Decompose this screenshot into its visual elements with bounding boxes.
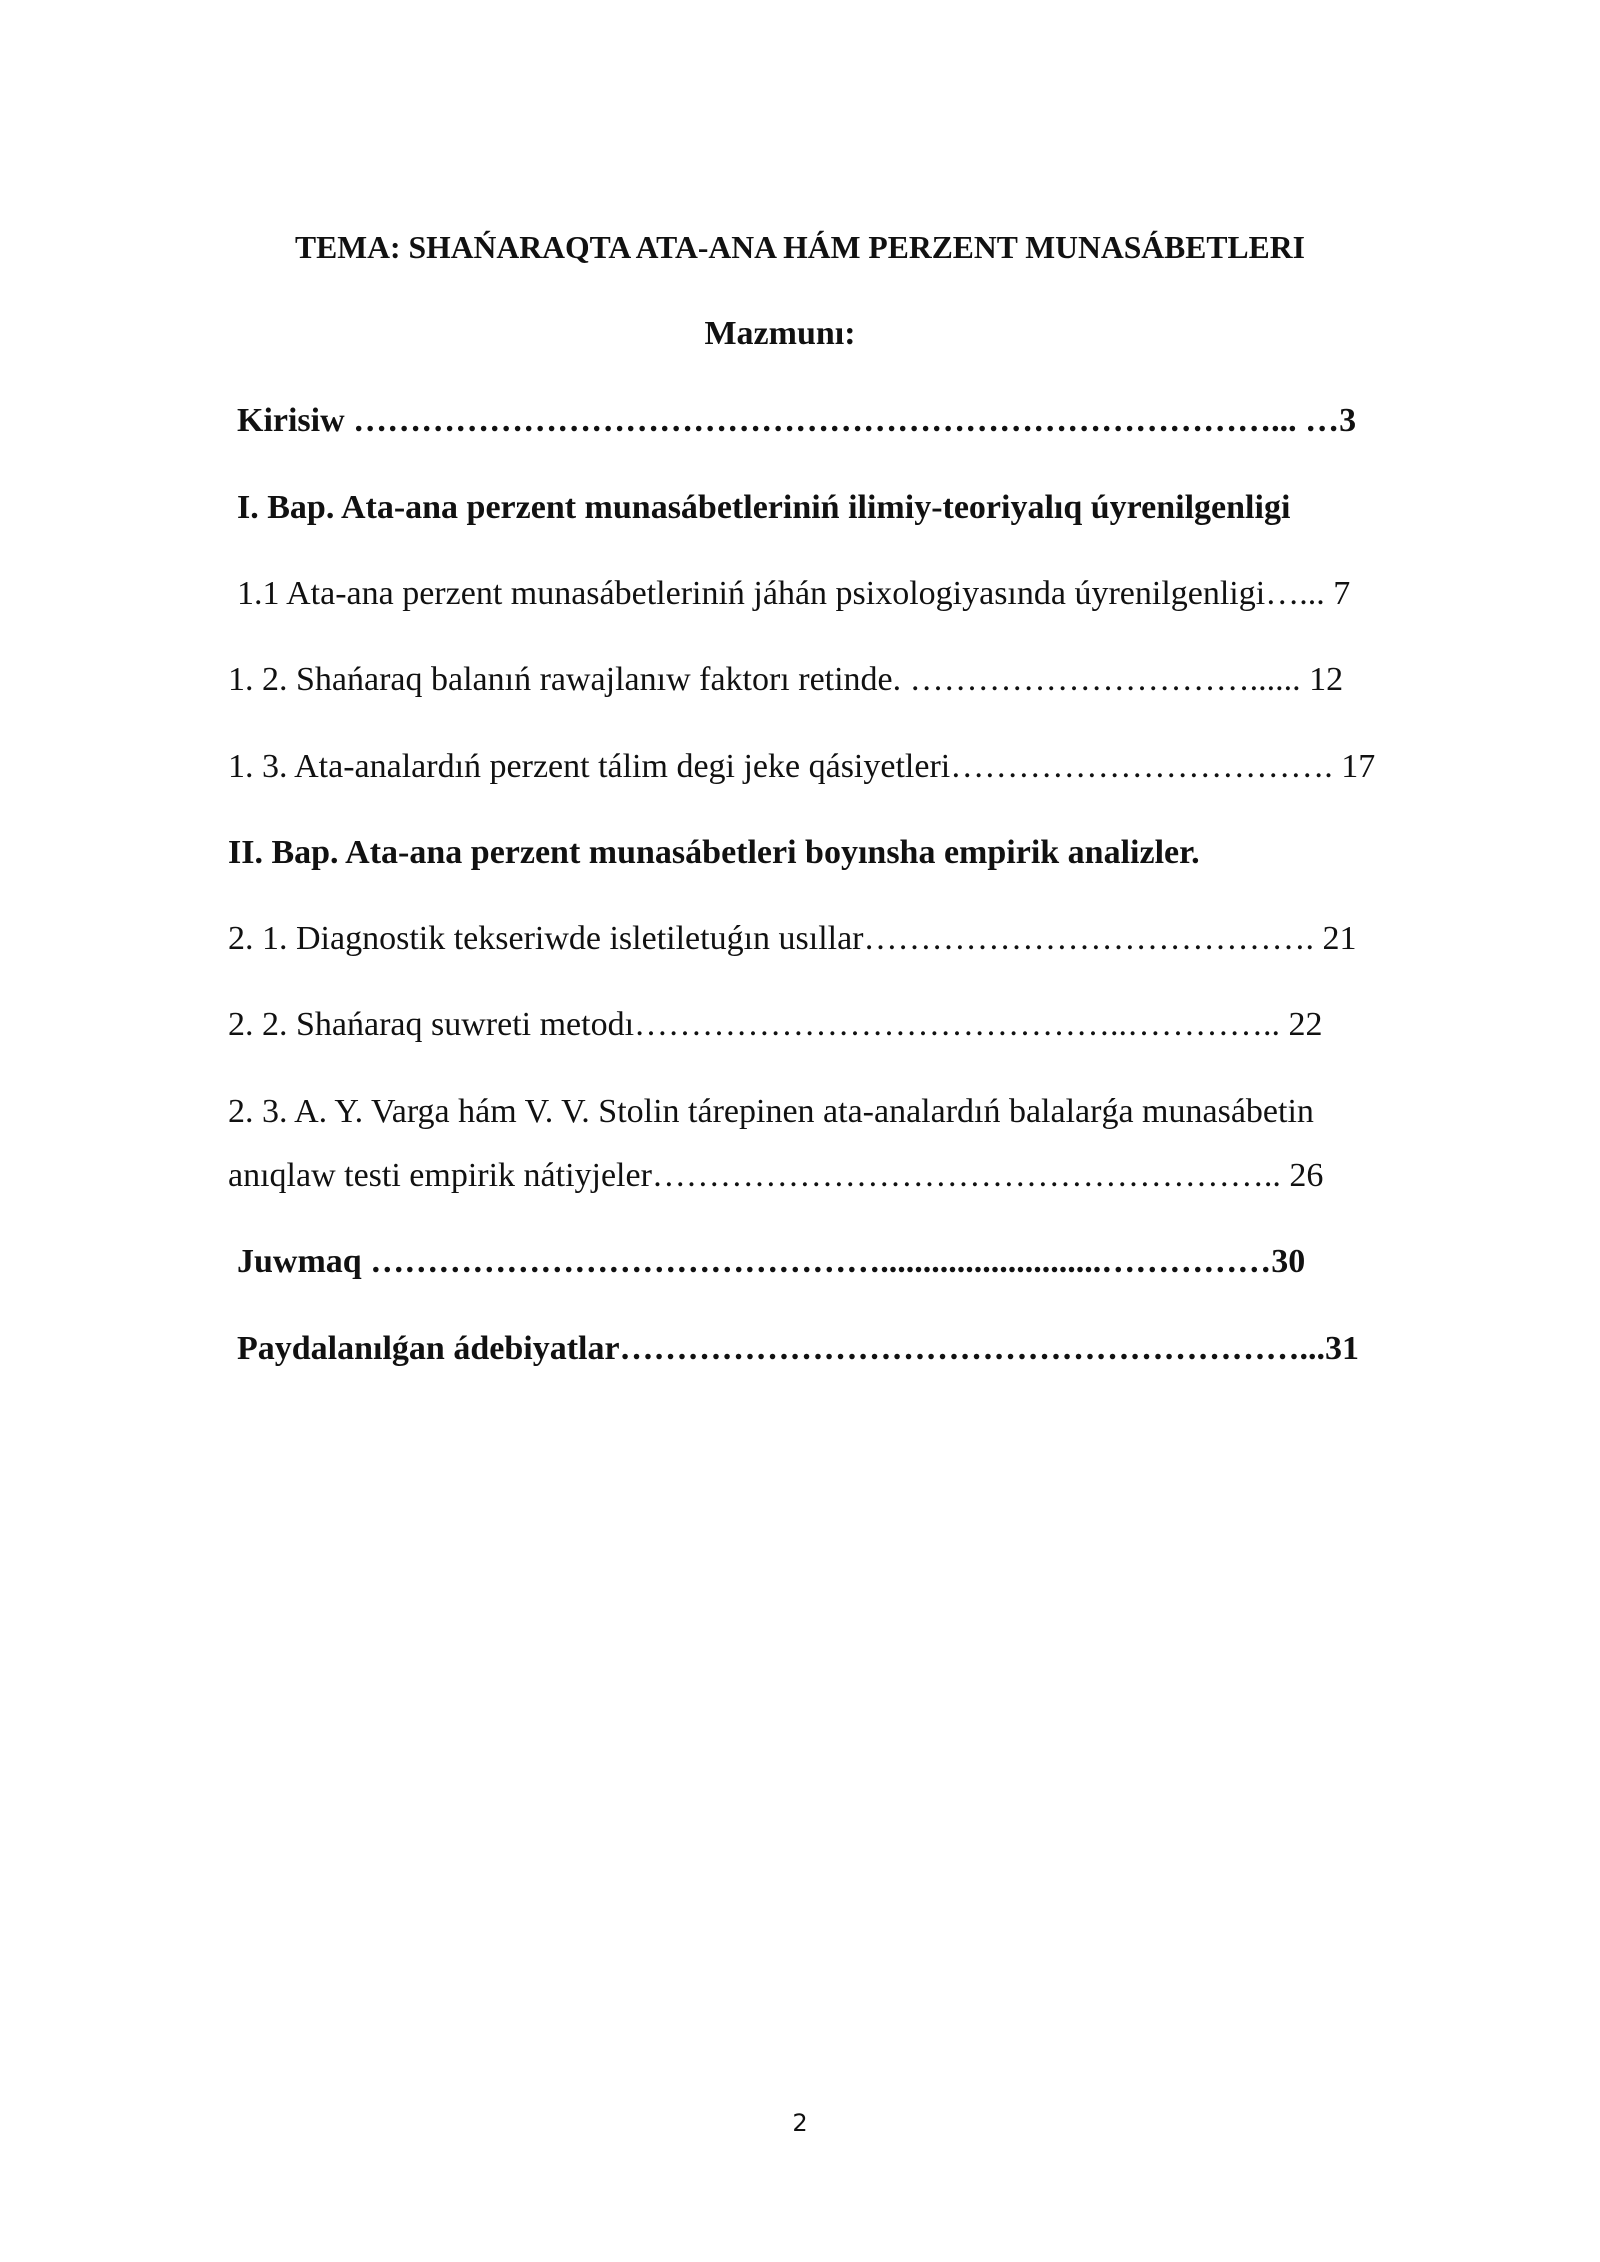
toc-entry-kirisiw: Kirisiw ………………………………………………………………………... …3 (237, 402, 1357, 439)
page-number: 2 (792, 2109, 808, 2137)
toc-heading: Mazmunı: (704, 315, 856, 352)
toc-chapter-2: II. Bap. Ata-ana perzent munasábetleri boyınsha empirik analizler. (228, 834, 1200, 871)
toc-entry-2-3-line2: anıqlaw testi empirik nátiyjeler……………………………………………….. 26 (228, 1157, 1324, 1194)
toc-entry-1-1: 1.1 Ata-ana perzent munasábetleriniń jáhán psixologiyasında úyrenilgenligi…... 7 (237, 575, 1351, 612)
document-title: TEMA: SHAŃARAQTA ATA-ANA HÁM PERZENT MUNASÁBETLERI (295, 230, 1305, 265)
toc-chapter-1: I. Bap. Ata-ana perzent munasábetleriniń ilimiy-teoriyalıq úyrenilgenligi (237, 489, 1291, 526)
toc-entry-2-1: 2. 1. Diagnostik tekseriwde isletiletuǵın usıllar…………………………………. 21 (228, 920, 1357, 957)
toc-entry-references: Paydalanılǵan ádebiyatlar……………………………………………………...31 (237, 1330, 1360, 1367)
toc-entry-juwmaq: Juwmaq ………………………………………..........................……………30 (237, 1243, 1306, 1280)
toc-entry-2-2: 2. 2. Shańaraq suwreti metodı……………………………………..………….. 22 (228, 1006, 1323, 1043)
toc-entry-1-3: 1. 3. Ata-analardıń perzent tálim degi jeke qásiyetleri……………………………. 17 (228, 748, 1376, 785)
toc-entry-2-3-line1: 2. 3. A. Y. Varga hám V. V. Stolin tárepinen ata-analardıń balalarǵa munasábetin (228, 1093, 1314, 1130)
toc-entry-1-2: 1. 2. Shańaraq balanıń rawajlanıw faktorı retinde. …………………………...... 12 (228, 661, 1344, 698)
